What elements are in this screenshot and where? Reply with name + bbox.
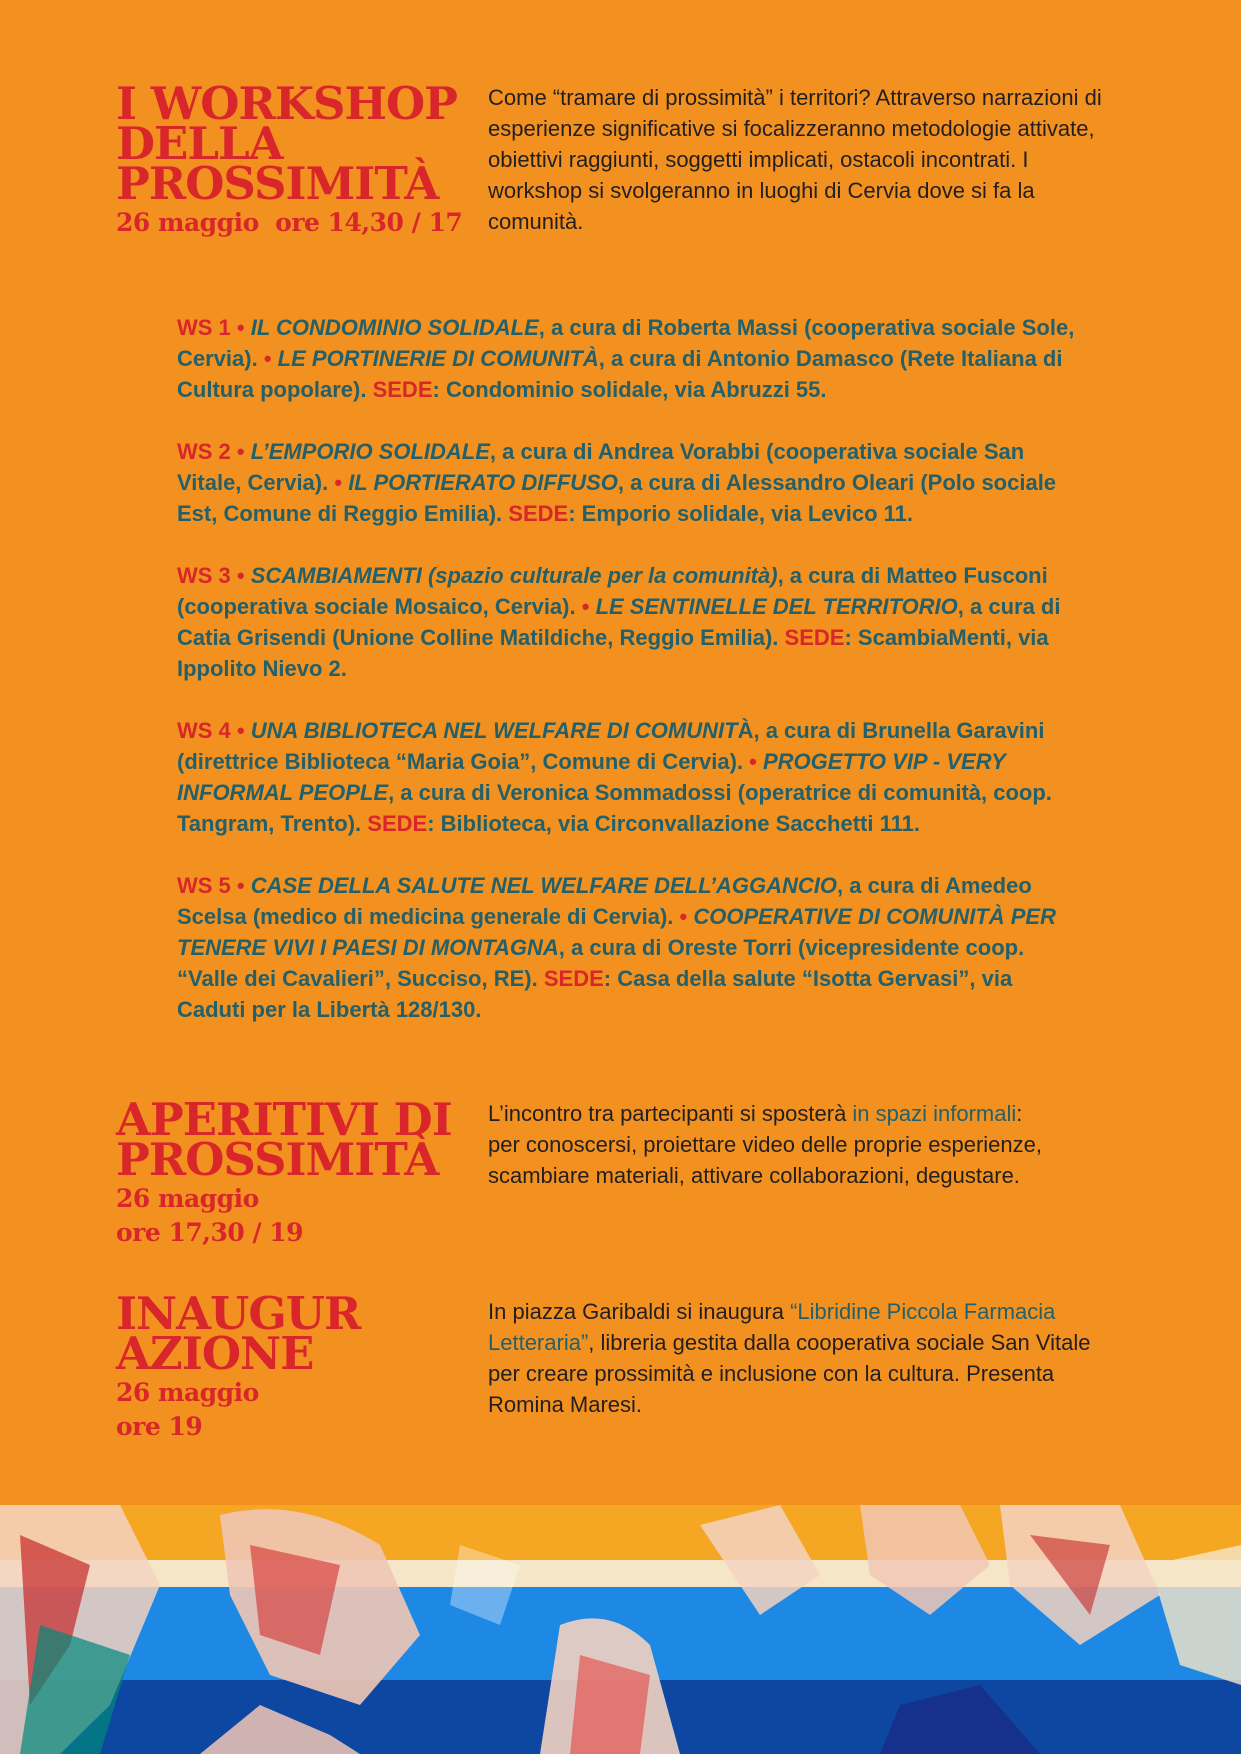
inaugurazione-description — [488, 1296, 1108, 1420]
ws-title-a: IL CONDOMINIO SOLIDALE — [250, 315, 539, 340]
ws-text-a: , a cura di Roberta Massi (cooperativa sociale Sole, Cervia). — [177, 315, 1075, 371]
ws-sede-label: SEDE — [543, 966, 604, 991]
ws-title-a: L’EMPORIO SOLIDALE — [250, 439, 490, 464]
ws-title-a: UNA BIBLIOTECA NEL WELFARE DI COMUNIT — [250, 718, 738, 743]
ws-text-a: , a cura di Amedeo Scelsa (medico di medicina generale di Cervia). — [177, 873, 1032, 929]
inaugurazione-desc-post: , libreria gestita dalla cooperativa sociale San Vitale per creare prossimità e inclusione con la cultura. Presenta Romina Maresi. — [488, 1330, 1091, 1417]
aperitivi-title-line-1: APERITIVI DI — [116, 1093, 452, 1146]
workshop-item-2 — [177, 436, 1077, 529]
inaugurazione-title-line-1: INAUGUR — [116, 1287, 361, 1340]
ws-label: WS 3 • — [177, 563, 245, 588]
aperitivi-title-line-2: PROSSIMITÀ — [116, 1133, 439, 1186]
ws-text-b: , a cura di Veronica Sommadossi (operatrice di comunità, coop. Tangram, Trento). — [177, 780, 1052, 836]
ws-text-b: , a cura di Oreste Torri (vicepresidente coop. “Valle dei Cavalieri”, Succiso, RE). — [177, 935, 1025, 991]
ws-sede-label: SEDE — [367, 811, 428, 836]
workshop-heading — [116, 77, 463, 240]
ws-title-a: SCAMBIAMENTI (spazio culturale per la comunità) — [250, 563, 778, 588]
ws-title-b: IL PORTIERATO DIFFUSO — [348, 470, 618, 495]
aperitivi-desc-highlight: in spazi informali — [852, 1101, 1017, 1126]
ws-sede-label: SEDE — [508, 501, 569, 526]
ws-label: WS 1 • — [177, 315, 245, 340]
ws-title-b: PROGETTO VIP - VERY INFORMAL PEOPLE — [177, 749, 1006, 805]
ws-text-a: , a cura di Andrea Vorabbi (cooperativa sociale San Vitale, Cervia). — [177, 439, 1025, 495]
inaugurazione-desc-pre: In piazza Garibaldi si inaugura — [488, 1299, 791, 1324]
workshop-title-line-2: DELLA — [116, 117, 283, 170]
ws-title-b: LE SENTINELLE DEL TERRITORIO — [595, 594, 958, 619]
inaugurazione-date-line-2: ore 19 — [116, 1412, 203, 1441]
inaugurazione-title-line-2: AZIONE — [116, 1327, 314, 1380]
ws-label: WS 5 • — [177, 873, 245, 898]
painting-illustration — [0, 1505, 1241, 1754]
workshop-item-1 — [177, 312, 1077, 405]
ws-bullet: • — [334, 470, 343, 495]
inaugurazione-desc-highlight: “Libridine Piccola Farmacia Letteraria” — [488, 1299, 1056, 1355]
aperitivi-date-line-2: ore 17,30 / 19 — [116, 1218, 304, 1247]
workshop-date: 26 maggio ore 14,30 / 17 — [116, 208, 463, 237]
workshop-item-3 — [177, 560, 1077, 684]
aperitivi-description — [488, 1098, 1048, 1191]
ws-sede-label: SEDE — [784, 625, 845, 650]
aperitivi-desc-pre: L’incontro tra partecipanti si sposterà — [488, 1101, 853, 1126]
ws-sede-text: : Biblioteca, via Circonvallazione Sacchetti 111. — [427, 811, 920, 836]
ws-sede-text: : ScambiaMenti, via Ippolito Nievo 2. — [177, 625, 1049, 681]
ws-sede-text: : Condominio solidale, via Abruzzi 55. — [432, 377, 827, 402]
painting-artwork — [0, 1505, 1241, 1754]
ws-bullet: • — [581, 594, 590, 619]
ws-text-a: À, a cura di Brunella Garavini (direttrice Biblioteca “Maria Goia”, Comune di Cervia). — [177, 718, 1045, 774]
ws-sede-label: SEDE — [372, 377, 433, 402]
workshop-item-5 — [177, 870, 1077, 1025]
ws-text-b: , a cura di Catia Grisendi (Unione Colline Matildiche, Reggio Emilia). — [177, 594, 1061, 650]
aperitivi-desc-post: : per conoscersi, proiettare video delle proprie esperienze, scambiare materiali, attivare collaborazioni, degustare. — [488, 1101, 1042, 1188]
ws-label: WS 2 • — [177, 439, 245, 464]
ws-bullet: • — [263, 346, 272, 371]
ws-bullet: • — [749, 749, 757, 774]
inaugurazione-heading — [116, 1287, 361, 1444]
ws-sede-text: : Emporio solidale, via Levico 11. — [568, 501, 913, 526]
ws-bullet: • — [679, 904, 688, 929]
workshop-title-line-1: I WORKSHOP — [116, 77, 458, 130]
ws-text-b: , a cura di Antonio Damasco (Rete Italiana di Cultura popolare). — [177, 346, 1063, 402]
ws-title-b: LE PORTINERIE DI COMUNITÀ — [277, 346, 599, 371]
aperitivi-date-line-1: 26 maggio — [116, 1184, 259, 1213]
ws-sede-text: : Casa della salute “Isotta Gervasi”, via Caduti per la Libertà 128/130. — [177, 966, 1013, 1022]
inaugurazione-date-line-1: 26 maggio — [116, 1378, 259, 1407]
ws-text-b: , a cura di Alessandro Oleari (Polo sociale Est, Comune di Reggio Emilia). — [177, 470, 1057, 526]
workshop-item-4 — [177, 715, 1077, 839]
aperitivi-heading — [116, 1093, 452, 1250]
workshop-title-line-3: PROSSIMITÀ — [116, 157, 439, 210]
ws-title-a: CASE DELLA SALUTE NEL WELFARE DELL’AGGANCIO — [250, 873, 837, 898]
workshop-list — [177, 312, 1077, 1056]
ws-text-a: , a cura di Matteo Fusconi (cooperativa sociale Mosaico, Cervia). — [177, 563, 1048, 619]
workshop-description: Come “tramare di prossimità” i territori? Attraverso narrazioni di esperienze significative si focalizzeranno metodologie attivate, obiettivi raggiunti, soggetti implicati, ostacoli incontrati. I workshop si svolgeranno in luoghi di Cervia dove si fa la comunità. — [488, 85, 1102, 234]
ws-title-b: COOPERATIVE DI COMUNITÀ PER TENERE VIVI I PAESI DI MONTAGNA — [177, 904, 1056, 960]
ws-label: WS 4 • — [177, 718, 245, 743]
